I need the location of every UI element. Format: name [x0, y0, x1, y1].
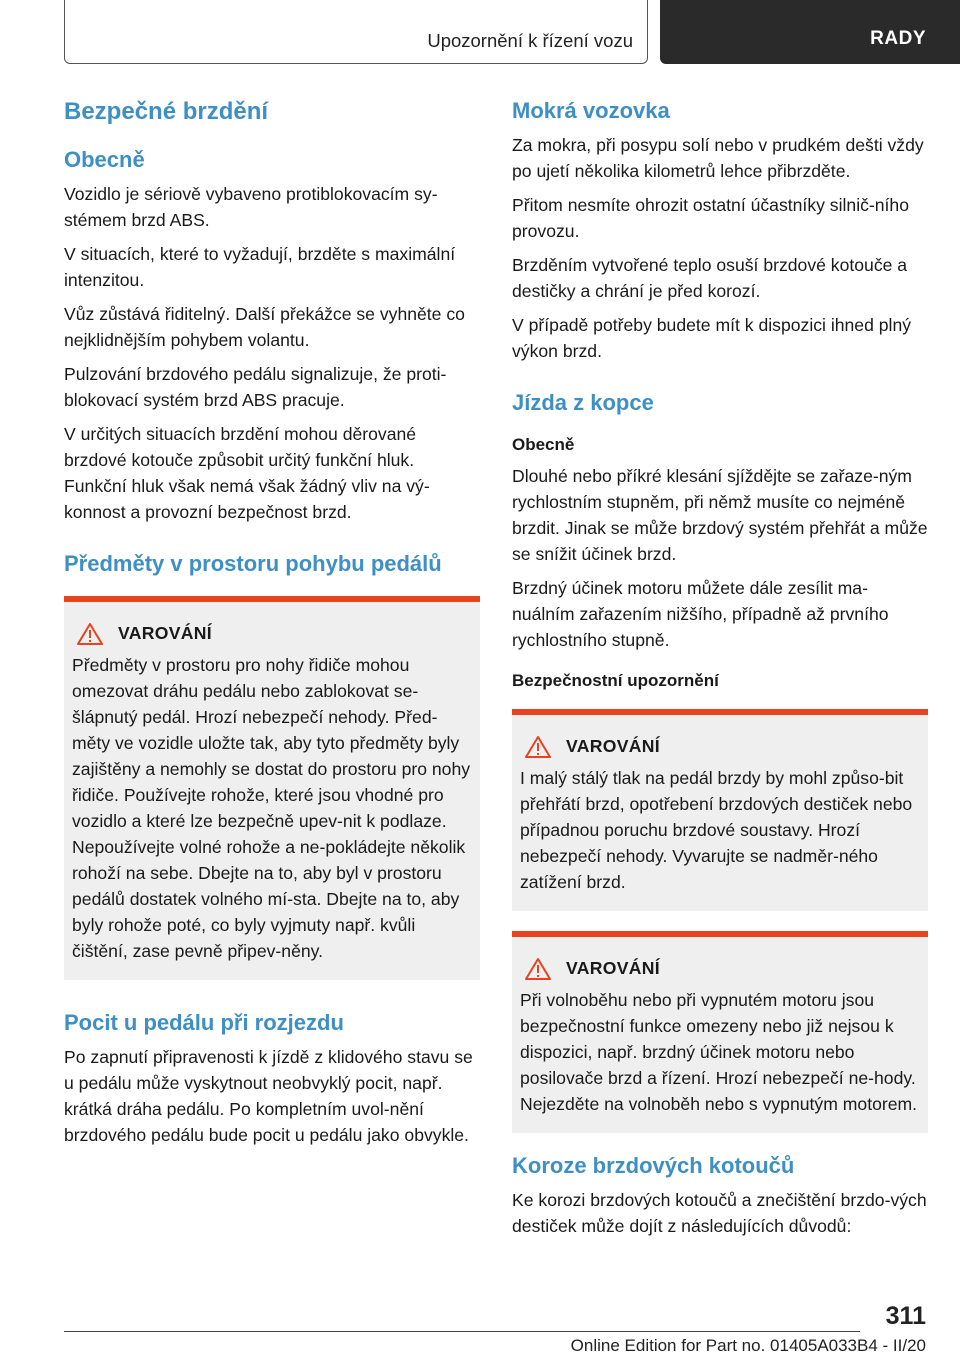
footer-divider [64, 1331, 860, 1332]
warning-box [64, 596, 480, 980]
warning-triangle-icon [524, 957, 552, 981]
heading-objects-pedal-area: Předměty v prostoru pohybu pedálů [64, 551, 442, 577]
paragraph: V případě potřeby budete mít k dispozici ihned plný výkon brzd. [512, 315, 912, 362]
warning-text: Předměty v prostoru pro nohy řidiče mohou omezovat dráhu pedálu nebo zablokovat se-šlápnutý pedál. Hrozí nebezpečí nehody. Před-měty ve vozidle uložte tak, aby tyto předměty byly zajištěny a nemohly se dostat do prostoru pro nohy řidiče. Používejte rohože, které jsou vhodné pro vozidlo a které lze bezpečně upev-nit k podlaze. Nepoužívejte volné rohože a ne-pokládejte několik rohoží na sebe. Dbejte na to, aby byl v prostoru pedálů dostatek volného mí-sta. Dbejte na to, aby byly rohože poté, co byly vyjmuty např. kvůli čištění, zase pevně připev-něny. [72, 654, 471, 961]
paragraph: V situacích, které to vyžadují, brzděte s maximální intenzitou. [64, 244, 456, 291]
paragraph: Přitom nesmíte ohrozit ostatní účastníky silnič-ního provozu. [512, 195, 910, 242]
subheading-general: Obecně [512, 434, 575, 454]
section-tab[interactable] [660, 0, 960, 64]
left-column [64, 98, 480, 1156]
heading-disc-corrosion: Koroze brzdových kotoučů [512, 1152, 795, 1178]
paragraph: Vůz zůstává řiditelný. Další překážce se vyhněte co nejklidnějším pohybem volantu. [64, 304, 465, 351]
paragraph: Dlouhé nebo příkré klesání sjíždějte se zařaze-ným rychlostním stupněm, při němž musíte co nejméně brzdit. Jinak se může brzdový systém přehřát a může se snížit účinek brzd. [512, 465, 928, 564]
section-tab-label: RADY [870, 28, 926, 49]
warning-title: VAROVÁNÍ [566, 958, 660, 979]
warning-box [512, 709, 928, 911]
paragraph: V určitých situacích brzdění mohou děrované brzdové kotouče způsobit určitý funkční hluk. Funkční hluk však nemá však žádný vliv na vý-konnost a provozní bezpečnost brzd. [64, 424, 430, 523]
footer-edition [571, 1336, 926, 1356]
subheading-safety-notes: Bezpečnostní upozornění [512, 670, 719, 690]
warning-title: VAROVÁNÍ [118, 623, 212, 644]
warning-text: Při volnoběhu nebo při vypnutém motoru jsou bezpečnostní funkce omezeny nebo již nejsou k dispozici, např. brzdný účinek motoru nebo posilovače brzd a řízení. Hrozí nebezpečí ne-hody. Nejezděte na volnoběh nebo s vypnutým motorem. [520, 989, 918, 1114]
paragraph: Vozidlo je sériově vybaveno protiblokovacím sy-stémem brzd ABS. [64, 184, 438, 231]
chapter-title: Upozornění k řízení vozu [427, 30, 633, 51]
paragraph: Za mokra, při posypu solí nebo v prudkém dešti vždy po ujetí několika kilometrů lehce přibrzděte. [512, 135, 924, 182]
right-column [512, 98, 928, 1247]
paragraph: Pulzování brzdového pedálu signalizuje, že proti-blokovací systém brzd ABS pracuje. [64, 364, 447, 411]
edition-text: Online Edition for Part no. 01405A033B4 - II/20 [570, 1336, 926, 1355]
heading-pedal-feel: Pocit u pedálu při rozjezdu [64, 1009, 344, 1035]
warning-title: VAROVÁNÍ [566, 736, 660, 757]
paragraph: Brzděním vytvořené teplo osuší brzdové kotouče a destičky a chrání je před korozí. [512, 255, 908, 302]
heading-downhill: Jízda z kopce [512, 390, 654, 416]
warning-box [512, 931, 928, 1133]
warning-triangle-icon [76, 622, 104, 646]
heading-wet-road: Mokrá vozovka [512, 98, 670, 123]
paragraph: Po zapnutí připravenosti k jízdě z klidového stavu se u pedálu může vyskytnout neobvyklý pocit, např. krátká dráha pedálu. Po kompletním uvol-nění brzdového pedálu bude pocit u pedálu jako obvykle. [64, 1046, 473, 1145]
header-frame [64, 0, 648, 64]
warning-text: I malý stálý tlak na pedál brzdy by mohl způso-bit přehřátí brzd, opotřebení brzdových destiček nebo případnou poruchu brzdové soustavy. Hrozí nebezpečí nehody. Vyvarujte se nadměr-ného zatížení brzd. [520, 767, 913, 892]
page-number: 311 [885, 1302, 926, 1330]
heading-safe-braking: Bezpečné brzdění [64, 98, 269, 125]
warning-triangle-icon [524, 735, 552, 759]
paragraph: Ke korozi brzdových kotoučů a znečištění brzdo-vých destiček může dojít z následujících důvodů: [512, 1190, 927, 1237]
paragraph: Brzdný účinek motoru můžete dále zesílit ma-nuálním zařazením nižšího, případně až prvního rychlostního stupně. [512, 577, 889, 650]
heading-general: Obecně [64, 146, 145, 172]
